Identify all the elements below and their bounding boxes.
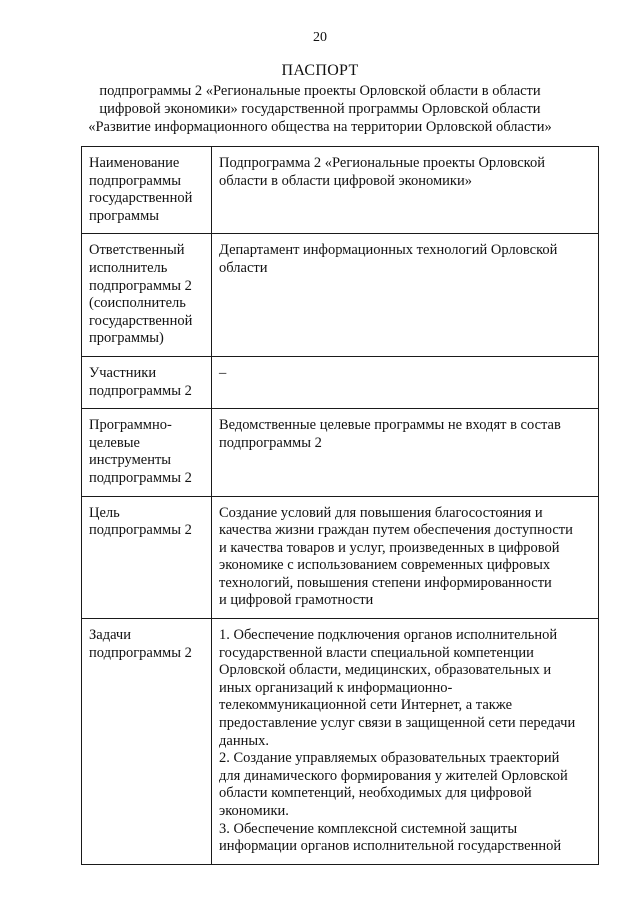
- row-value-name: [212, 147, 599, 234]
- value-line: 3. Обеспечение комплексной системной защиты: [219, 820, 518, 837]
- label-line: подпрограммы 2: [89, 277, 192, 294]
- subtitle-line: цифровой экономики» государственной программы Орловской области: [99, 101, 541, 117]
- value-line: Орловской области, медицинских, образовательных и: [219, 662, 552, 679]
- value-line: для динамического формирования у жителей Орловской: [219, 767, 568, 784]
- value-line: Департамент информационных технологий Орловской: [219, 242, 558, 259]
- row-value-goal: [212, 496, 599, 619]
- value-line: предоставление услуг связи в защищенной сети передачи: [219, 715, 576, 732]
- label-line: Программно-: [89, 417, 172, 434]
- row-label-goal: [82, 496, 212, 619]
- value-line: и качества товаров и услуг, произведенных в цифровой: [219, 539, 560, 556]
- label-line: государственной: [89, 312, 193, 329]
- row-label-responsible: [82, 234, 212, 357]
- value-line: Ведомственные целевые программы не входят в состав: [219, 417, 561, 434]
- table-row: [82, 147, 599, 234]
- row-value-responsible: [212, 234, 599, 357]
- label-line: инструменты: [89, 452, 172, 469]
- table-row: [82, 496, 599, 619]
- row-label-participants: [82, 356, 212, 408]
- table-row: [82, 409, 599, 496]
- table-row: [82, 356, 599, 408]
- passport-table: [81, 146, 599, 865]
- value-line: технологий, повышения степени информированности: [219, 574, 552, 591]
- value-line: подпрограммы 2: [219, 434, 322, 451]
- label-line: Ответственный: [89, 242, 185, 259]
- label-line: Цель: [89, 504, 120, 521]
- passport-subtitle: [40, 82, 600, 136]
- label-line: подпрограммы 2: [89, 522, 192, 539]
- label-line: программы: [89, 207, 159, 224]
- label-line: целевые: [89, 434, 140, 451]
- value-line: экономики.: [219, 803, 289, 819]
- value-line: данных.: [219, 732, 269, 749]
- value-line: иных организаций к информационно-: [219, 679, 453, 696]
- row-label-name: [82, 147, 212, 234]
- label-line: (соисполнитель: [89, 295, 186, 312]
- value-line: качества жизни граждан путем обеспечения доступности: [219, 522, 573, 539]
- label-line: подпрограммы 2: [89, 644, 192, 661]
- label-line: исполнитель: [89, 259, 168, 276]
- label-line: подпрограммы 2: [89, 382, 192, 399]
- row-value-participants: [212, 356, 599, 408]
- label-line: Задачи: [89, 627, 131, 644]
- value-line: области: [219, 259, 268, 276]
- subtitle-line: подпрограммы 2 «Региональные проекты Орловской области в области: [99, 83, 541, 99]
- value-line: Подпрограмма 2 «Региональные проекты Орловской: [219, 155, 545, 171]
- passport-title: ПАСПОРТ: [281, 62, 359, 79]
- value-line: 1. Обеспечение подключения органов исполнительной: [219, 627, 558, 644]
- row-label-tasks: [82, 619, 212, 865]
- label-line: Участники: [89, 364, 157, 381]
- label-line: подпрограммы: [89, 172, 181, 189]
- value-line: государственной власти специальной компетенции: [219, 644, 534, 661]
- row-label-instruments: [82, 409, 212, 496]
- value-line: и цифровой грамотности: [219, 592, 374, 609]
- value-line: области компетенций, необходимых для цифровой: [219, 785, 532, 802]
- label-line: программы): [89, 330, 164, 347]
- page-number: 20: [313, 30, 327, 45]
- value-line: области в области цифровой экономики»: [219, 172, 472, 189]
- value-line: Создание условий для повышения благосостояния и: [219, 504, 543, 521]
- table-row: [82, 234, 599, 357]
- value-line: телекоммуникационной сети Интернет, а также: [219, 697, 513, 714]
- label-line: Наименование: [89, 155, 180, 171]
- label-line: государственной: [89, 190, 193, 207]
- row-value-instruments: [212, 409, 599, 496]
- value-line: 2. Создание управляемых образовательных траекторий: [219, 750, 560, 767]
- value-line: информации органов исполнительной государственной: [219, 838, 562, 855]
- subtitle-line: «Развитие информационного общества на территории Орловской области»: [88, 119, 552, 135]
- value-line: экономике с использованием современных цифровых: [219, 557, 551, 574]
- label-line: подпрограммы 2: [89, 469, 192, 486]
- table-row: [82, 619, 599, 865]
- value-line: –: [219, 364, 227, 381]
- row-value-tasks: [212, 619, 599, 865]
